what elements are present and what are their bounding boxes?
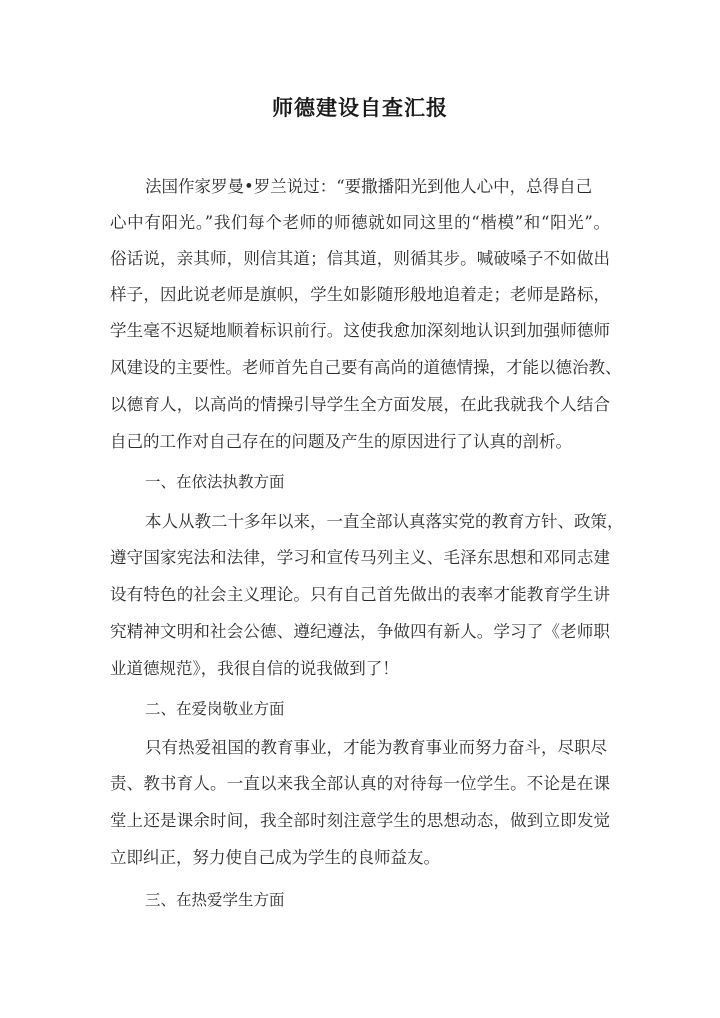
paragraph-line: 遵守国家宪法和法律，学习和宣传马列主义、毛泽东思想和邓同志建 bbox=[110, 548, 610, 567]
paragraph-line: 究精神文明和社会公德、遵纪遵法，争做四有新人。学习了《老师职 bbox=[110, 622, 610, 641]
section-heading: 二、在爱岗敬业方面 bbox=[145, 700, 285, 718]
paragraph-line: 业道德规范》，我很自信的说我做到了！ bbox=[110, 659, 399, 678]
paragraph-line: 学生毫不迟疑地顺着标识前行。这使我愈加深刻地认识到加强师德师 bbox=[110, 321, 610, 340]
paragraph-line: 风建设的主要性。老师首先自己要有高尚的道德情操，才能以德治教、 bbox=[110, 358, 622, 377]
paragraph-line: 法国作家罗曼•罗兰说过：“要撒播阳光到他人心中，总得自己 bbox=[145, 177, 593, 196]
paragraph-line: 自己的工作对自己存在的问题及产生的原因进行了认真的剖析。 bbox=[110, 432, 572, 451]
paragraph-line: 以德育人，以高尚的情操引导学生全方面发展，在此我就我个人结合 bbox=[110, 395, 610, 414]
paragraph-line: 本人从教二十多年以来，一直全部认真落实党的教育方针、政策， bbox=[145, 512, 624, 531]
paragraph-line: 样子，因此说老师是旗帜，学生如影随形般地追着走；老师是路标， bbox=[110, 285, 610, 304]
paragraph-line: 俗话说，亲其师，则信其道；信其道，则循其步。喊破嗓子不如做出 bbox=[110, 249, 610, 268]
paragraph-line: 立即纠正，努力使自己成为学生的良师益友。 bbox=[110, 848, 440, 867]
paragraph-line: 只有热爱祖国的教育事业，才能为教育事业而努力奋斗，尽职尽 bbox=[145, 738, 607, 757]
section-heading: 一、在依法执教方面 bbox=[145, 473, 285, 491]
paragraph-line: 心中有阳光。”我们每个老师的师德就如同这里的“楷模”和“阳光”。 bbox=[110, 213, 610, 232]
section-heading: 三、在热爱学生方面 bbox=[145, 891, 285, 909]
paragraph-line: 堂上还是课余时间，我全部时刻注意学生的思想动态，做到立即发觉 bbox=[110, 811, 610, 830]
paragraph-line: 设有特色的社会主义理论。只有自己首先做出的表率才能教育学生讲 bbox=[110, 585, 610, 604]
paragraph-line: 责、教书育人。一直以来我全部认真的对待每一位学生。不论是在课 bbox=[110, 774, 610, 793]
document-title: 师德建设自查汇报 bbox=[272, 95, 448, 120]
